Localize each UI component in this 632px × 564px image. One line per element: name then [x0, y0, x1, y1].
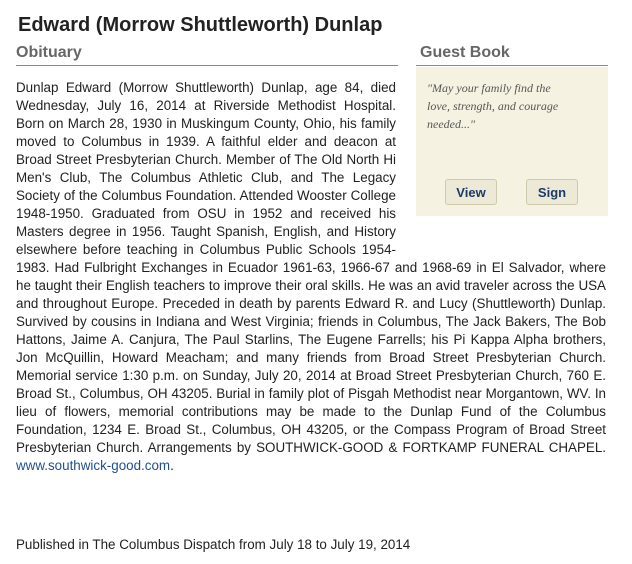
guest-book-quote: "May your family find the love, strength, and courage needed..."	[427, 81, 559, 131]
published-notice: Published in The Columbus Dispatch from July 18 to July 19, 2014	[16, 537, 411, 552]
guest-book-heading: Guest Book	[416, 44, 608, 66]
obituary-body: Dunlap Edward (Morrow Shuttleworth) Dunlap, age 84, died Wednesday, July 16, 2014 at Riverside Methodist Hospital. Born on March 28, 1930 in Muskingum County, Ohio, his family moved to Columbus in 1939. A faithful elder and deacon at Broad Street Presbyterian Church. Member of The Old North Hi Men's Club, The Columbus Athletic Club, and The Legacy Society of the Columbus Foundation. Attended Wooster College 1948-1950. Graduated from OSU in 1952 and received his Masters degree in 1956. Taught Spanish, English, and History elsewhere before teaching in Columbus Public Schools 1954-1983. Had Fulbright Exchanges in Ecuador 1961-63, 1966-67 and 1968-69 in El Salvador, where he taught their English teachers to improve their oral skills. He was an avid traveler across the USA and throughout Europe. Preceded in death by parents Edward R. and Lucy (Shuttleworth) Dunlap. Survived by cousins in Indiana and West Virginia; friends in Columbus, The Jack Bakers, The Bob Hattons, Jaime A. Canjura, The Paul Starlins, The Eugene Farrells; his Pi Kappa Alpha brothers, Jon McQuillin, Howard Meacham; and many friends from Broad Street Presbyterian Church. Memorial service 1:30 p.m. on Sunday, July 20, 2014 at Broad Street Presbyterian Church, 760 E. Broad St., Columbus, OH 43205. Burial in family plot of Pisgah Methodist near Morgantown, WV. In lieu of flowers, memorial contributions may be made to the Dunlap Fund of the Columbus Foundation, 1234 E. Broad St., Columbus, OH 43205, or the Compass Program of Broad Street Presbyterian Church. Arrangements by SOUTHWICK-GOOD & FORTKAMP FUNERAL CHAPEL.	[16, 80, 606, 455]
obituary-link-period: .	[170, 458, 174, 473]
guest-book-sign-button[interactable]: Sign	[526, 179, 578, 205]
guest-book-view-button[interactable]: View	[445, 179, 497, 205]
funeral-home-link[interactable]: www.southwick-good.com	[16, 458, 171, 473]
obituary-text	[16, 79, 606, 475]
page-title: Edward (Morrow Shuttleworth) Dunlap	[18, 14, 383, 36]
obituary-heading: Obituary	[16, 44, 398, 66]
guest-book-wrap-spacer	[396, 79, 606, 257]
